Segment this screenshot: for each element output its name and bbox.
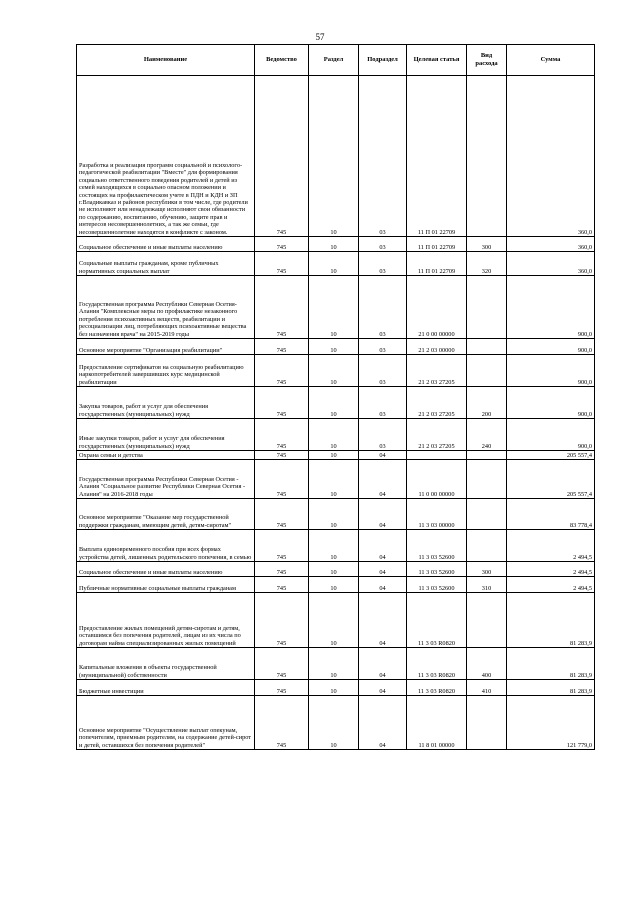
table-row [77,593,595,648]
cell-section: 10 [309,237,359,252]
cell-expense-type [467,276,507,339]
cell-item-name: Государственная программа Республики Северная Осетия-Алания "Комплексные меры по профилактике незаконного потребления психоактивных веществ, реабилитации и ресоциализации лиц, потребляющих психоактивные вещества без назначения врача" на 2015-2019 годы [77,276,255,339]
header-section: Раздел [309,45,359,76]
header-department: Ведомство [255,45,309,76]
cell-department: 745 [255,593,309,648]
cell-department: 745 [255,460,309,499]
cell-sum: 83 778,4 [507,499,595,530]
cell-expense-type: 240 [467,419,507,451]
cell-expense-type [467,499,507,530]
cell-expense-type [467,76,507,237]
header-name: Наименование [77,45,255,76]
cell-sum: 900,0 [507,387,595,419]
cell-expense-type [467,339,507,355]
cell-sum: 81 283,9 [507,680,595,696]
cell-section: 10 [309,460,359,499]
cell-sum: 360,0 [507,252,595,276]
cell-section: 10 [309,530,359,562]
cell-subsection: 03 [359,276,407,339]
cell-target-article: 11 3 03 52600 [407,577,467,593]
cell-target-article: 11 3 03 00000 [407,499,467,530]
cell-section: 10 [309,680,359,696]
header-expense-type: Вид расхода [467,45,507,76]
cell-target-article: 21 2 03 27205 [407,387,467,419]
cell-section: 10 [309,499,359,530]
cell-item-name: Публичные нормативные социальные выплаты гражданам [77,577,255,593]
cell-section: 10 [309,252,359,276]
cell-item-name: Капитальные вложения в объекты государственной (муниципальной) собственности [77,648,255,680]
cell-expense-type: 310 [467,577,507,593]
cell-item-name: Государственная программа Республики Северная Осетия - Алания "Социальное развитие Республики Северная Осетия - Алания" на 2016-2018 годы [77,460,255,499]
cell-sum: 900,0 [507,339,595,355]
cell-subsection: 03 [359,419,407,451]
cell-department: 745 [255,339,309,355]
cell-department: 745 [255,499,309,530]
cell-subsection: 03 [359,252,407,276]
page-number: 57 [315,32,325,42]
cell-section: 10 [309,577,359,593]
table-row [77,460,595,499]
cell-target-article: 21 2 03 00000 [407,339,467,355]
cell-item-name: Предоставление сертификатов на социальную реабилитацию наркопотребителей завершивших курс медицинской реабилитации [77,355,255,387]
cell-expense-type: 410 [467,680,507,696]
cell-section: 10 [309,339,359,355]
table-row [77,76,595,237]
cell-sum: 2 494,5 [507,562,595,577]
cell-subsection: 03 [359,76,407,237]
cell-section: 10 [309,387,359,419]
cell-sum: 900,0 [507,355,595,387]
cell-section: 10 [309,562,359,577]
cell-department: 745 [255,577,309,593]
cell-target-article: 11 8 01 00000 [407,696,467,750]
cell-department: 745 [255,355,309,387]
cell-sum: 121 779,0 [507,696,595,750]
table-row [77,648,595,680]
table-row [77,696,595,750]
cell-subsection: 03 [359,387,407,419]
cell-item-name: Социальные выплаты гражданам, кроме публичных нормативных социальных выплат [77,252,255,276]
cell-target-article: 11 3 03 R0820 [407,648,467,680]
cell-target-article: 11 П 01 22709 [407,76,467,237]
cell-target-article: 21 2 03 27205 [407,355,467,387]
cell-department: 745 [255,680,309,696]
table-row [77,355,595,387]
cell-expense-type [467,355,507,387]
cell-target-article [407,451,467,460]
cell-item-name: Выплата единовременного пособия при всех формах устройства детей, лишенных родительского попечения, в семью [77,530,255,562]
cell-department: 745 [255,648,309,680]
cell-expense-type [467,451,507,460]
cell-subsection: 04 [359,530,407,562]
cell-subsection: 03 [359,237,407,252]
cell-department: 745 [255,252,309,276]
table-row [77,339,595,355]
cell-sum: 360,0 [507,237,595,252]
table-row [77,252,595,276]
cell-item-name: Предоставление жилых помещений детям-сиротам и детям, оставшимся без попечения родителей, лицам из их числа по договорам найма специализированных жилых помещений [77,593,255,648]
cell-expense-type: 300 [467,562,507,577]
cell-item-name: Разработка и реализация программ социальной и психолого-педагогической реабилитации "Вместе" для формирования социально ответственного поведения родителей и детей из семей находящихся в социально опасном положении и состоящих на профилактическом учете в ПДН и КДН и ЗП г.Владикавказ и районов республики в том числе, где родители не исполняют или ненадлежаще исполняют свои обязанности по содержанию, воспитанию, обучению, защите прав и интересов несовершеннолетних, а так же семьи, где несовершеннолетние находятся в конфликте с законом. [77,76,255,237]
cell-sum: 900,0 [507,276,595,339]
cell-subsection: 04 [359,593,407,648]
cell-subsection: 03 [359,339,407,355]
cell-department: 745 [255,451,309,460]
cell-expense-type: 300 [467,237,507,252]
cell-item-name: Иные закупки товаров, работ и услуг для обеспечения государственных (муниципальных) нужд [77,419,255,451]
cell-target-article: 11 3 03 52600 [407,562,467,577]
table-row [77,387,595,419]
table-row [77,237,595,252]
cell-department: 745 [255,237,309,252]
cell-section: 10 [309,76,359,237]
cell-target-article: 11 П 01 22709 [407,252,467,276]
table-row [77,530,595,562]
cell-section: 10 [309,593,359,648]
cell-subsection: 03 [359,355,407,387]
cell-item-name: Основное мероприятие "Осуществление выплат опекунам, попечителям, приемным родителям, на содержание детей-сирот и детей, оставшихся без попечения родителей" [77,696,255,750]
table-row [77,419,595,451]
cell-sum: 900,0 [507,419,595,451]
cell-subsection: 04 [359,577,407,593]
cell-target-article: 11 0 00 00000 [407,460,467,499]
cell-department: 745 [255,530,309,562]
cell-item-name: Основное мероприятие "Оказание мер государственной поддержки гражданам, имеющим детей, детям-сиротам" [77,499,255,530]
cell-expense-type [467,460,507,499]
header-sum: Сумма [507,45,595,76]
cell-expense-type [467,530,507,562]
cell-department: 745 [255,276,309,339]
table-header-row [77,45,595,76]
cell-section: 10 [309,696,359,750]
cell-item-name: Социальное обеспечение и иные выплаты населению [77,562,255,577]
cell-item-name: Закупка товаров, работ и услуг для обеспечения государственных (муниципальных) нужд [77,387,255,419]
cell-expense-type: 320 [467,252,507,276]
cell-sum: 2 494,5 [507,577,595,593]
table-row [77,680,595,696]
cell-sum: 360,0 [507,76,595,237]
cell-department: 745 [255,419,309,451]
cell-department: 745 [255,562,309,577]
cell-subsection: 04 [359,680,407,696]
cell-subsection: 04 [359,696,407,750]
cell-sum: 81 283,9 [507,593,595,648]
cell-subsection: 04 [359,562,407,577]
table-row [77,577,595,593]
cell-section: 10 [309,419,359,451]
header-target-article: Целевая статья [407,45,467,76]
cell-section: 10 [309,355,359,387]
table-row [77,499,595,530]
cell-expense-type: 400 [467,648,507,680]
cell-expense-type [467,593,507,648]
cell-item-name: Социальное обеспечение и иные выплаты населению [77,237,255,252]
cell-section: 10 [309,451,359,460]
budget-table [76,44,595,750]
cell-target-article: 21 2 03 27205 [407,419,467,451]
cell-subsection: 04 [359,451,407,460]
cell-target-article: 11 3 03 R0820 [407,593,467,648]
cell-department: 745 [255,387,309,419]
cell-target-article: 11 3 03 R0820 [407,680,467,696]
cell-subsection: 04 [359,499,407,530]
cell-sum: 205 557,4 [507,460,595,499]
cell-expense-type [467,696,507,750]
cell-subsection: 04 [359,460,407,499]
cell-sum: 81 283,9 [507,648,595,680]
cell-expense-type: 200 [467,387,507,419]
cell-target-article: 11 3 03 52600 [407,530,467,562]
cell-sum: 205 557,4 [507,451,595,460]
cell-item-name: Основное мероприятие "Организация реабилитации" [77,339,255,355]
cell-subsection: 04 [359,648,407,680]
table-row [77,562,595,577]
cell-section: 10 [309,648,359,680]
cell-item-name: Бюджетные инвестиции [77,680,255,696]
header-subsection: Подраздел [359,45,407,76]
cell-section: 10 [309,276,359,339]
cell-department: 745 [255,696,309,750]
cell-item-name: Охрана семьи и детства [77,451,255,460]
cell-sum: 2 494,5 [507,530,595,562]
cell-target-article: 11 П 01 22709 [407,237,467,252]
cell-department: 745 [255,76,309,237]
cell-target-article: 21 0 00 00000 [407,276,467,339]
table-row [77,451,595,460]
table-row [77,276,595,339]
